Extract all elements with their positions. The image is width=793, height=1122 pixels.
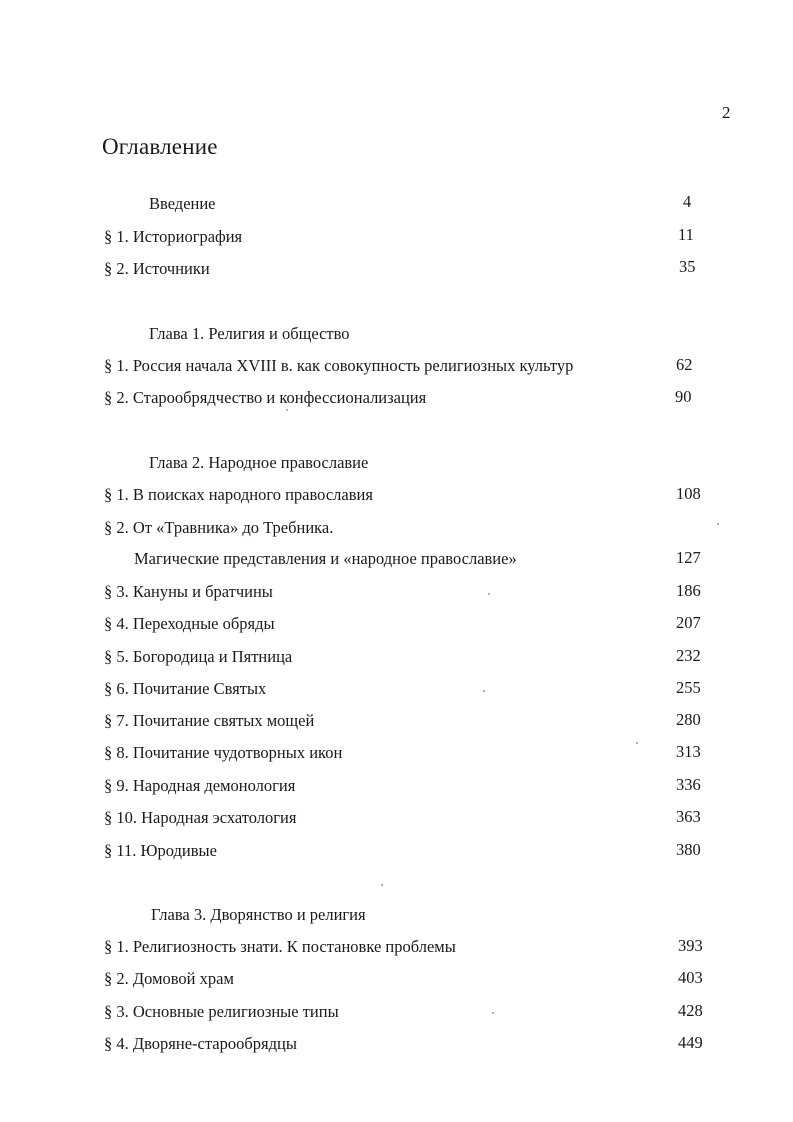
toc-entry: § 4. Переходные обряды xyxy=(104,614,275,633)
toc-page-number: 207 xyxy=(676,613,701,632)
toc-page-number: 4 xyxy=(683,192,692,211)
toc-page-number: 108 xyxy=(676,484,701,503)
toc-page-number: 280 xyxy=(676,710,701,729)
toc-entry-continuation: Магические представления и «народное православие» xyxy=(134,549,517,568)
chapter-heading: Глава 1. Религия и общество xyxy=(149,324,350,343)
toc-entry: § 3. Кануны и братчины xyxy=(104,582,273,601)
toc-entry: § 11. Юродивые xyxy=(104,841,217,860)
toc-entry: § 7. Почитание святых мощей xyxy=(104,711,315,730)
toc-entry: § 1. В поисках народного православия xyxy=(104,485,373,504)
toc-page-number: 336 xyxy=(676,775,701,794)
toc-page-number: 380 xyxy=(676,840,701,859)
toc-entry: § 2. Домовой храм xyxy=(104,969,234,988)
scan-speck xyxy=(381,884,383,886)
toc-entry: § 5. Богородица и Пятница xyxy=(104,647,293,666)
toc-entry: § 1. Религиозность знати. К постановке проблемы xyxy=(104,937,456,956)
toc-page-number: 449 xyxy=(678,1033,703,1052)
toc-entry-sources: § 2. Источники xyxy=(104,259,210,278)
page-title: Оглавление xyxy=(102,134,218,159)
toc-page-number: 363 xyxy=(676,807,701,826)
toc-entry: § 2. Старообрядчество и конфессионализация xyxy=(104,388,427,407)
toc-page-number: 255 xyxy=(676,678,701,697)
toc-page-number: 393 xyxy=(678,936,703,955)
toc-entry: § 6. Почитание Святых xyxy=(104,679,267,698)
toc-entry: § 3. Основные религиозные типы xyxy=(104,1002,339,1021)
toc-page-number: 232 xyxy=(676,646,701,665)
scan-speck xyxy=(636,742,638,744)
toc-page-number: 62 xyxy=(676,355,693,374)
toc-page-number: 186 xyxy=(676,581,701,600)
scan-speck xyxy=(717,523,719,525)
chapter-heading: Глава 2. Народное православие xyxy=(149,453,369,472)
toc-entry: § 4. Дворяне-старообрядцы xyxy=(104,1034,297,1053)
scan-speck xyxy=(492,1012,494,1014)
scan-speck xyxy=(483,690,485,692)
toc-page-number: 428 xyxy=(678,1001,703,1020)
scan-speck xyxy=(286,409,288,411)
toc-entry-historiography: § 1. Историография xyxy=(104,227,243,246)
page-number: 2 xyxy=(722,103,731,122)
chapter-heading: Глава 3. Дворянство и религия xyxy=(151,905,366,924)
toc-entry: § 10. Народная эсхатология xyxy=(104,808,297,827)
toc-entry: § 9. Народная демонология xyxy=(104,776,296,795)
toc-page-number: 90 xyxy=(675,387,692,406)
toc-entry: § 1. Россия начала XVIII в. как совокупность религиозных культур xyxy=(104,356,574,375)
toc-page-number: 313 xyxy=(676,742,701,761)
toc-entry: § 2. От «Травника» до Требника. xyxy=(104,518,334,537)
scan-speck xyxy=(488,593,490,595)
toc-page-number: 35 xyxy=(679,257,696,276)
toc-page-number: 11 xyxy=(678,225,694,244)
toc-page-number: 127 xyxy=(676,548,701,567)
toc-page-number: 403 xyxy=(678,968,703,987)
toc-entry-introduction: Введение xyxy=(149,194,216,213)
toc-entry: § 8. Почитание чудотворных икон xyxy=(104,743,343,762)
